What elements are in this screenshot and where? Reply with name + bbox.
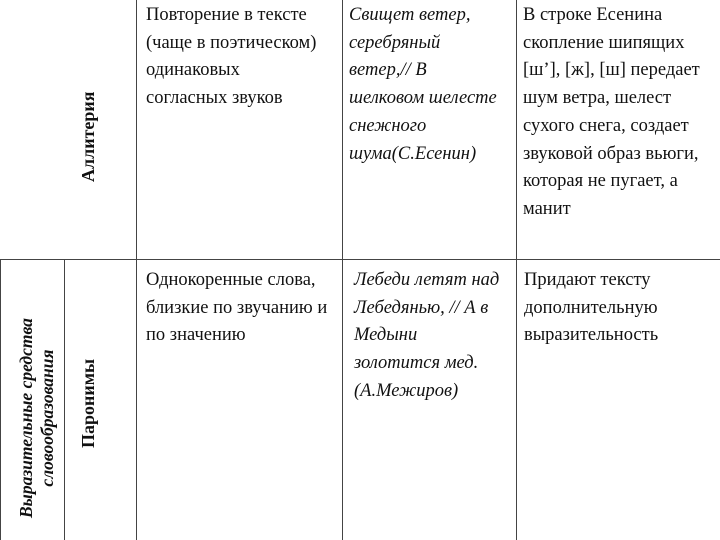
example-line: Лебедянью, // А в [354, 297, 489, 318]
example-line: Свищет ветер, [349, 5, 471, 25]
table-divider-term [136, 0, 137, 540]
example-line: шума(С.Есенин) [349, 143, 477, 164]
table-divider-category [64, 260, 65, 540]
example-line: шелковом шелесте [349, 88, 497, 109]
function-line: Придают тексту [524, 270, 651, 290]
function-line: шум ветра, шелест [523, 88, 672, 109]
function-cell-2 [524, 267, 658, 350]
definition-line: близкие по звучанию и [146, 297, 328, 318]
function-line: скопление шипящих [523, 32, 685, 53]
example-cell-1 [349, 2, 497, 168]
table-divider-definition [342, 0, 343, 540]
definition-line: согласных звуков [146, 88, 283, 109]
table-row-divider [64, 259, 720, 260]
term-paronyms: Паронимы [78, 358, 98, 448]
table-divider-example [516, 0, 517, 540]
example-line: Лебеди летят над [354, 270, 500, 290]
definition-line: Повторение в тексте [146, 5, 307, 25]
example-line: ветер,// В [349, 60, 427, 81]
category-line-2: словообразования [37, 349, 57, 487]
function-cell-1 [523, 2, 700, 224]
function-line: В строке Есенина [523, 5, 663, 25]
definition-line: Однокоренные слова, [146, 270, 316, 290]
definition-cell-2 [146, 267, 327, 350]
definition-line: по значению [146, 325, 246, 346]
definition-cell-1 [146, 2, 316, 113]
function-line: дополнительную [524, 297, 658, 318]
example-line: золотится мед. [354, 353, 479, 374]
table-border-left [0, 260, 1, 540]
definition-line: (чаще в поэтическом) [146, 32, 317, 53]
example-cell-2 [354, 267, 499, 406]
category-line-1: Выразительные средства [16, 318, 36, 518]
table-border-top-left [0, 259, 64, 260]
example-line: снежного [349, 115, 427, 136]
function-line: [ш’], [ж], [ш] передает [523, 60, 700, 81]
example-line: серебряный [349, 32, 441, 53]
term-alliteration: Аллитерия [78, 91, 98, 182]
function-line: манит [523, 198, 571, 219]
example-line: (А.Межиров) [354, 380, 459, 401]
example-line: Медыни [354, 325, 418, 346]
function-line: выразительность [524, 325, 659, 346]
function-line: которая не пугает, а [523, 171, 678, 192]
function-line: сухого снега, создает [523, 115, 689, 136]
function-line: звуковой образ вьюги, [523, 143, 699, 164]
category-label [16, 318, 58, 518]
definition-line: одинаковых [146, 60, 240, 81]
